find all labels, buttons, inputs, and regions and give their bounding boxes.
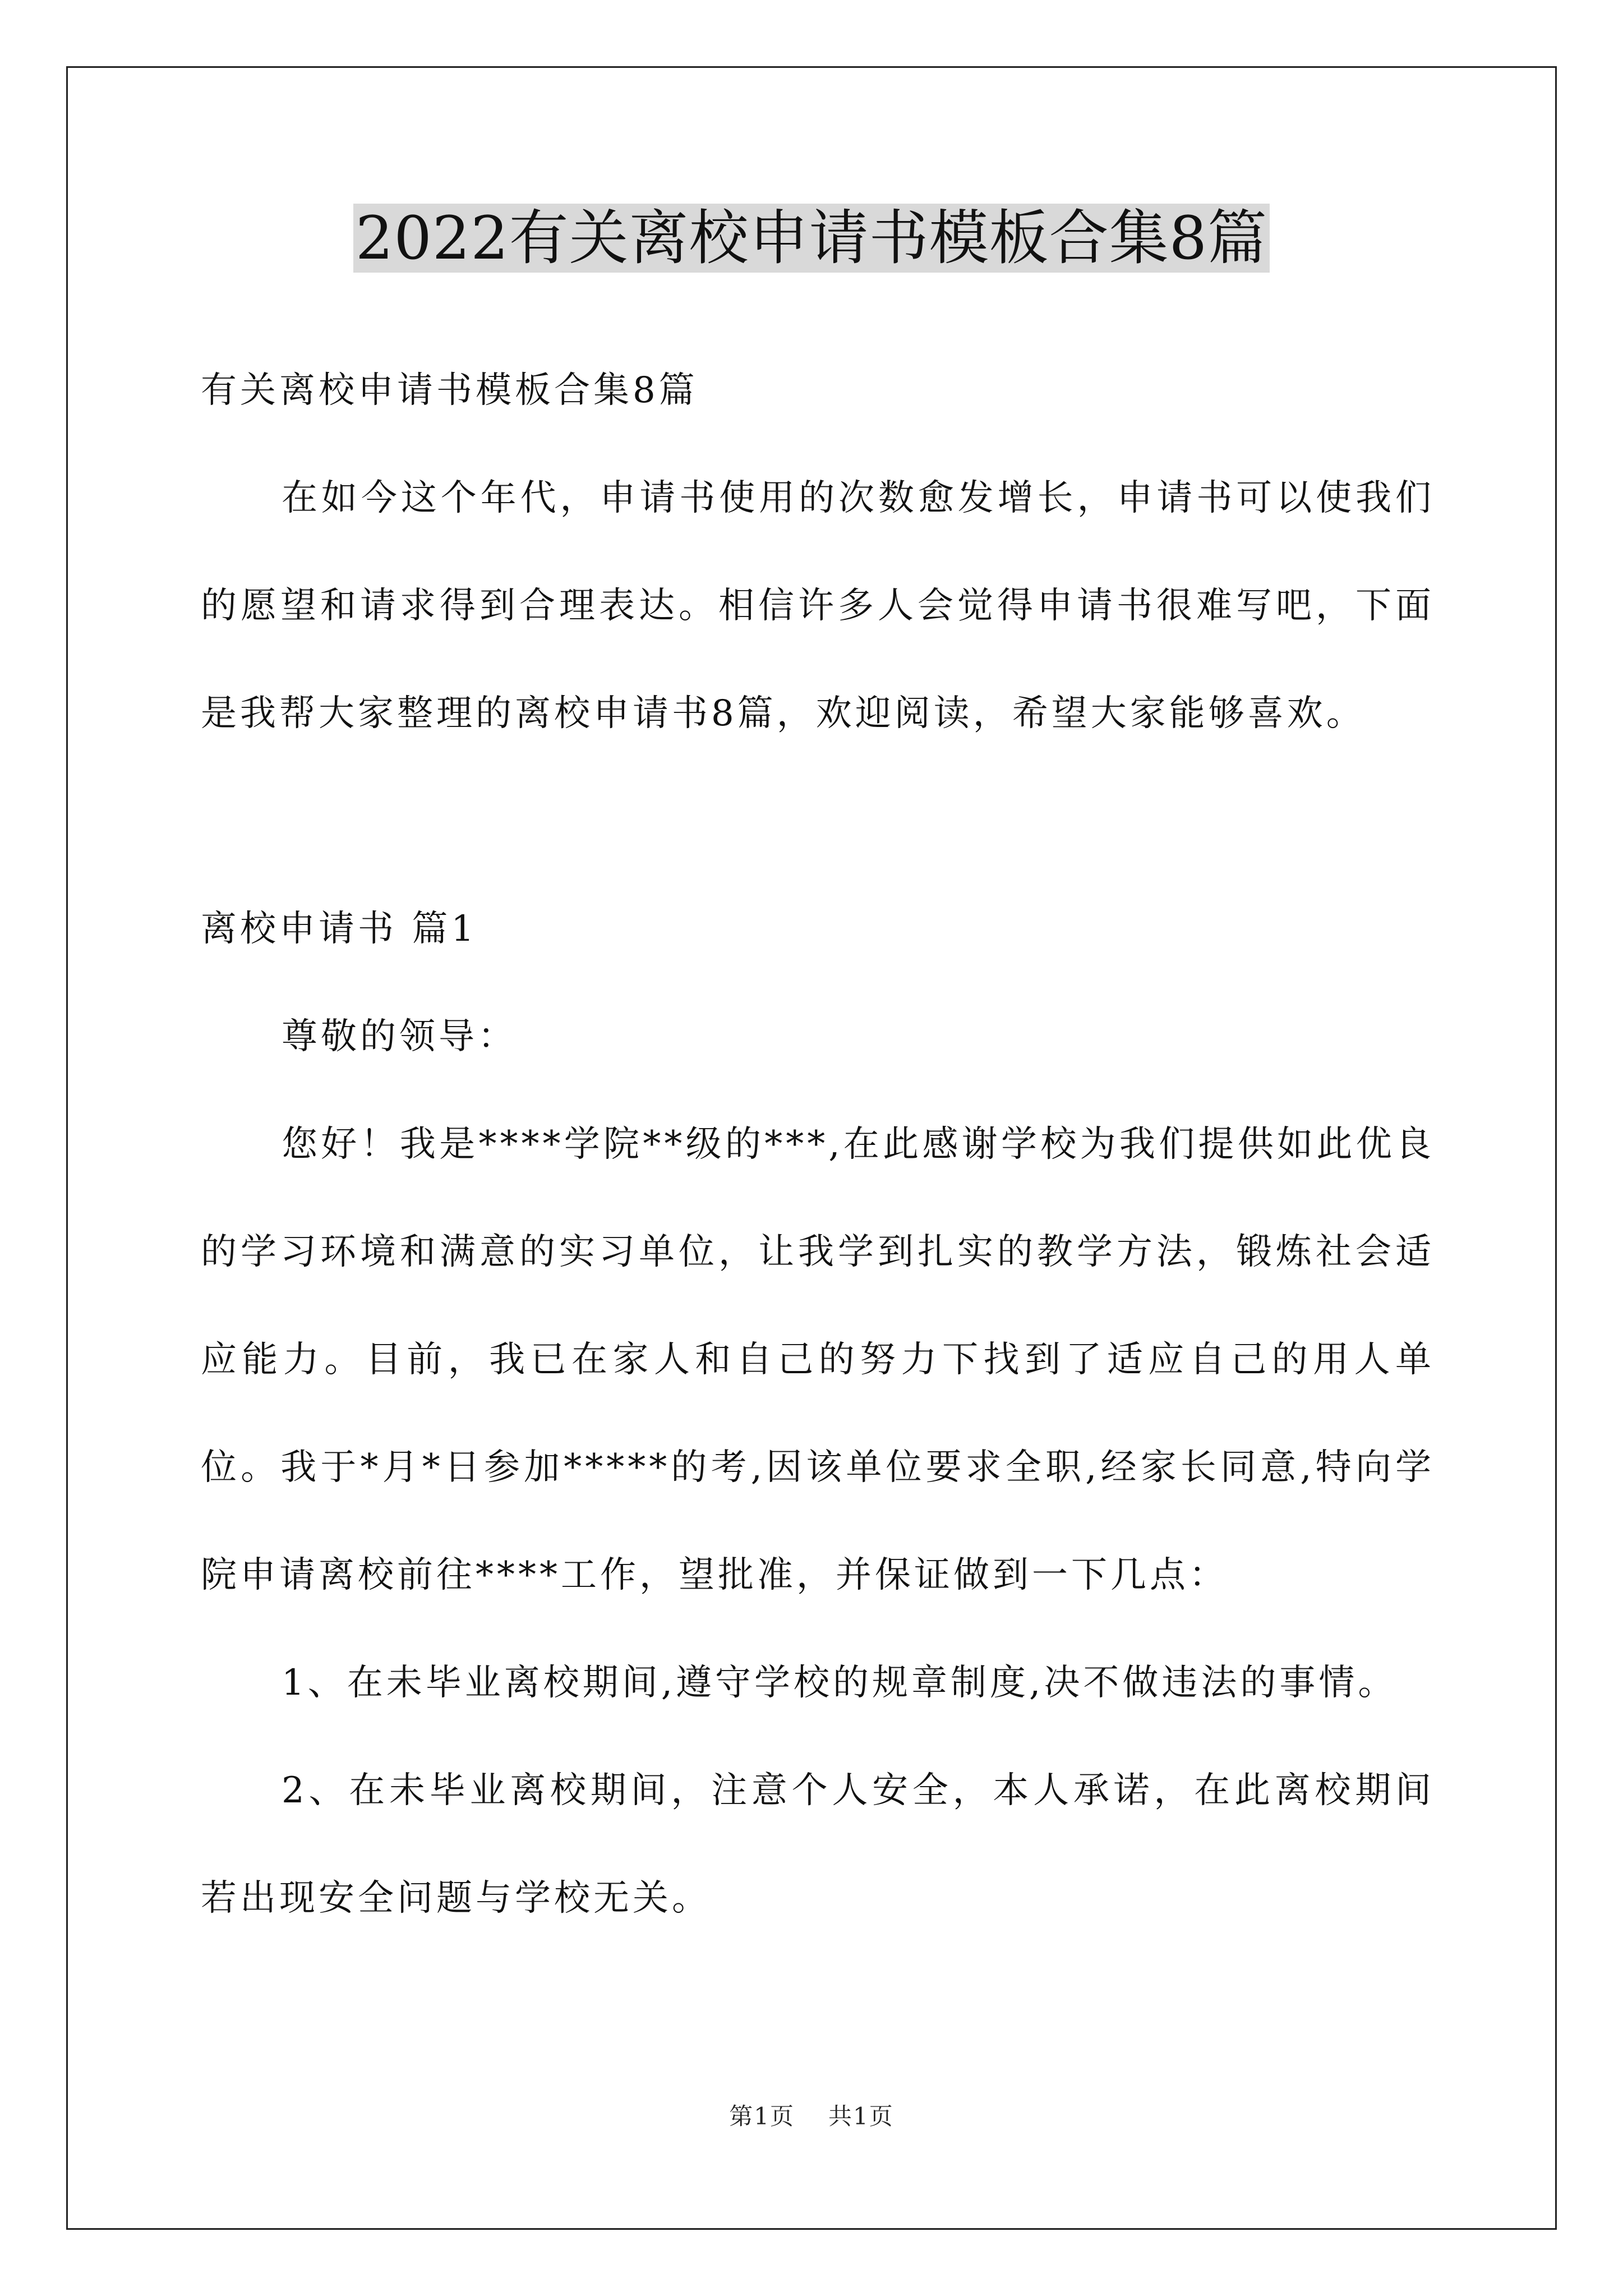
page-number: 第1页	[729, 2102, 795, 2130]
body-paragraph-1: 您好！我是****学院**级的***,在此感谢学校为我们提供如此优良的学习环境和满意的实习单位，让我学到扎实的教学方法，锻炼社会适应能力。目前，我已在家人和自己的努力下找到了适应自己的用人单位。我于*月*日参加*****的考,因该单位要求全职,经家长同意,特向学院申请离校前往****工作，望批准，并保证做到一下几点：	[201, 1124, 1435, 1596]
body-paragraph-3: 2、在未毕业离校期间，注意个人安全，本人承诺，在此离校期间若出现安全问题与学校无关。	[201, 1770, 1435, 1919]
section-heading: 离校申请书 篇1	[201, 908, 478, 950]
salutation: 尊敬的领导：	[282, 1016, 517, 1057]
document-subtitle: 有关离校申请书模板合集8篇	[201, 370, 698, 411]
page-total: 共1页	[828, 2102, 894, 2130]
document-title	[0, 202, 1623, 275]
page-footer	[0, 2098, 1623, 2132]
document-body	[201, 314, 1435, 1952]
document-title-text: 2022有关离校申请书模板合集8篇	[353, 204, 1270, 273]
spacer	[201, 767, 1435, 875]
body-paragraph-2: 1、在未毕业离校期间,遵守学校的规章制度,决不做违法的事情。	[282, 1662, 1398, 1704]
intro-paragraph: 在如今这个年代，申请书使用的次数愈发增长，申请书可以使我们的愿望和请求得到合理表达。相信许多人会觉得申请书很难写吧，下面是我帮大家整理的离校申请书8篇，欢迎阅读，希望大家能够喜欢。	[201, 477, 1435, 734]
